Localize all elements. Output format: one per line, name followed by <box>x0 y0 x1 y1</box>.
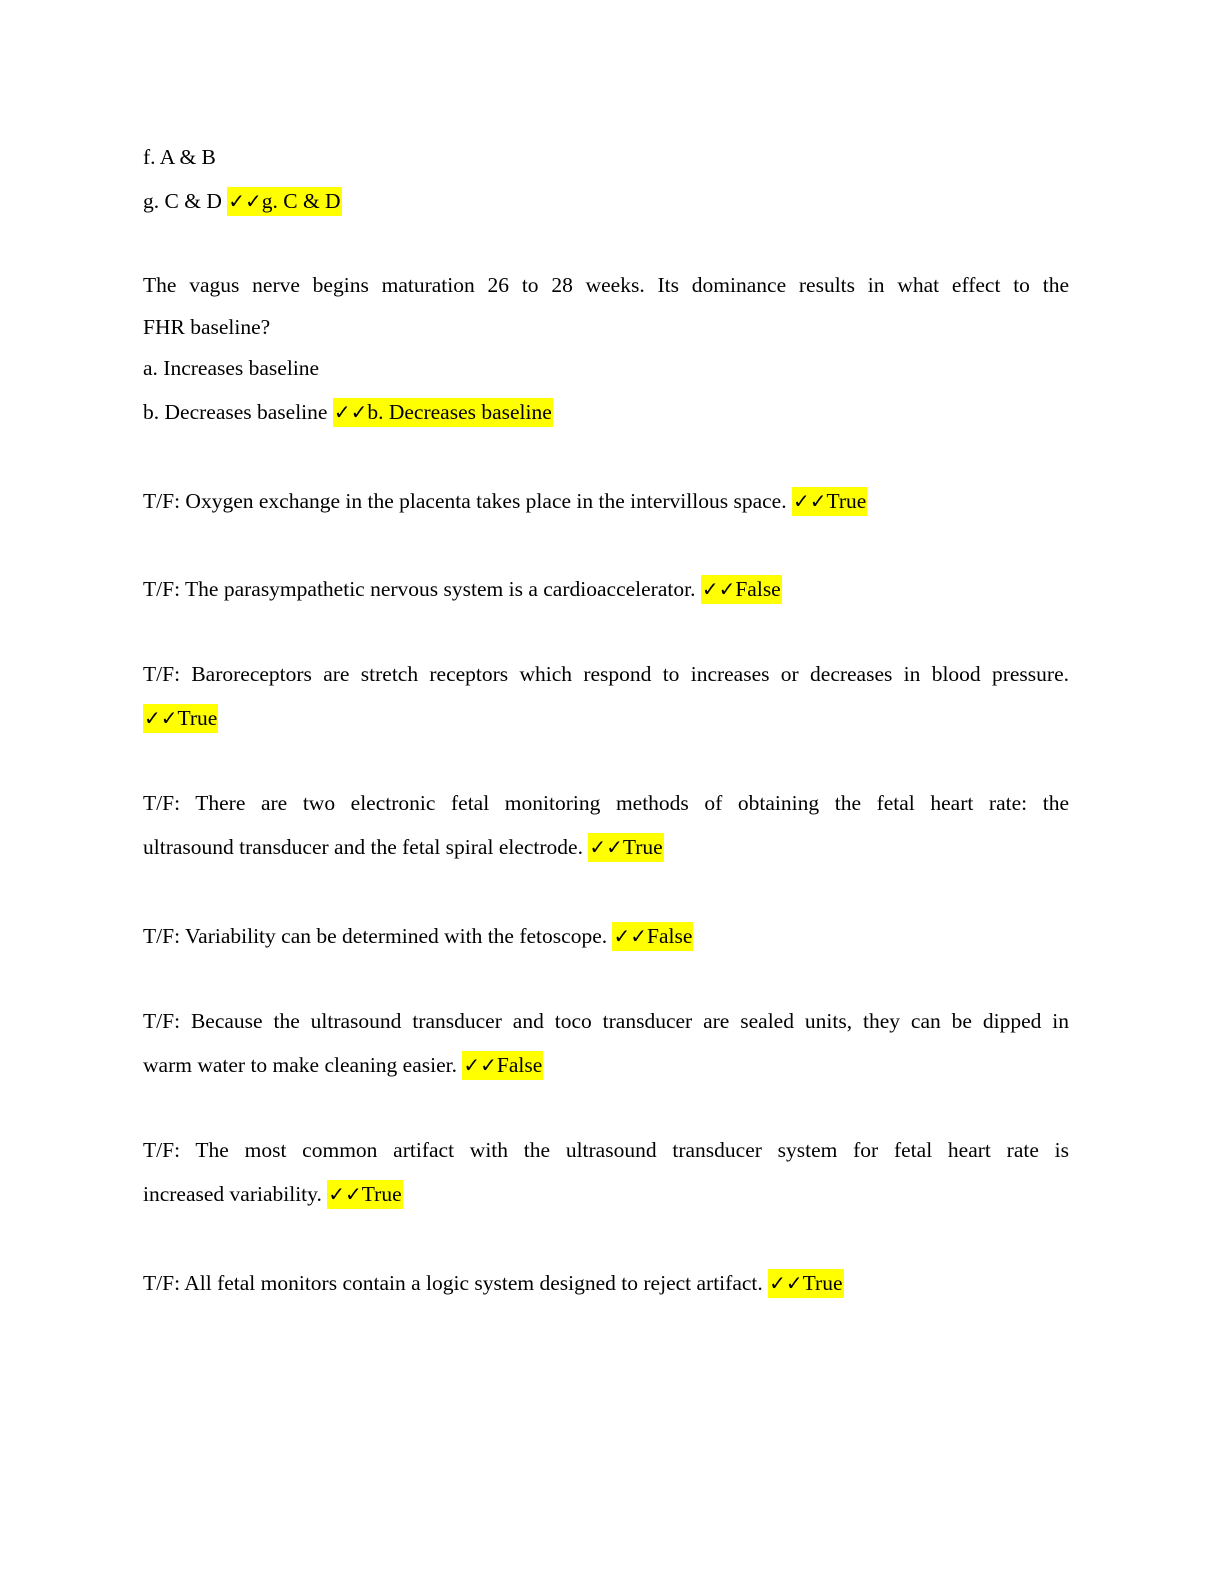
tf-question-logic-system <box>143 1266 1069 1300</box>
answer-text: b. Decreases baseline <box>367 400 552 424</box>
question-text: increased variability. <box>143 1182 322 1206</box>
check-mark-icon: ✓✓ <box>769 1271 803 1295</box>
answer-text: True <box>802 1271 843 1295</box>
option-a: a. Increases baseline <box>143 356 320 380</box>
answer-highlight <box>768 1269 843 1298</box>
question-text: T/F: All fetal monitors contain a logic system designed to reject artifact. <box>143 1271 763 1295</box>
answer-highlight <box>612 922 693 951</box>
answer-highlight <box>462 1051 543 1080</box>
tf-question-cleaning-line-2 <box>143 1048 1069 1082</box>
question-text: T/F: Oxygen exchange in the placenta takes place in the intervillous space. <box>143 489 787 513</box>
answer-text: True <box>177 706 218 730</box>
answer-highlight <box>143 704 218 733</box>
option-f-text: f. A & B <box>143 145 216 169</box>
check-mark-icon: ✓✓ <box>701 577 736 601</box>
tf-question-parasympathetic <box>143 572 1069 606</box>
answer-highlight <box>227 187 341 216</box>
check-mark-icon: ✓✓ <box>328 1182 362 1206</box>
tf-question-artifact-line-1: T/F: The most common artifact with the ultrasound transducer system for fetal heart rate is <box>143 1138 1069 1162</box>
answer-highlight <box>333 398 553 427</box>
answer-text: False <box>735 577 781 601</box>
tf-question-artifact-line-2 <box>143 1177 1069 1211</box>
check-mark-icon: ✓✓ <box>792 489 827 513</box>
check-mark-icon: ✓✓ <box>463 1053 497 1077</box>
answer-text: g. C & D <box>261 189 341 213</box>
tf-question-baroreceptors-answer <box>143 701 1069 735</box>
answer-highlight <box>588 833 663 862</box>
check-mark-icon: ✓✓ <box>613 924 647 948</box>
question-text: T/F: The parasympathetic nervous system is a cardioaccelerator. <box>143 577 696 601</box>
answer-highlight <box>701 575 782 604</box>
tf-question-monitoring-methods-line-2 <box>143 830 1069 864</box>
answer-highlight <box>792 487 867 516</box>
option-g-text: g. C & D <box>143 189 222 213</box>
option-b-text: b. Decreases baseline <box>143 400 328 424</box>
answer-text: False <box>496 1053 543 1077</box>
check-mark-icon: ✓✓ <box>144 706 178 730</box>
option-f <box>143 140 1069 174</box>
check-mark-icon: ✓✓ <box>228 189 262 213</box>
question-text: warm water to make cleaning easier. <box>143 1053 457 1077</box>
check-mark-icon: ✓✓ <box>589 835 623 859</box>
tf-question-baroreceptors: T/F: Baroreceptors are stretch receptors which respond to increases or decreases in blood pressure. <box>143 662 1069 686</box>
option-b <box>143 395 1069 429</box>
option-g <box>143 184 1069 218</box>
answer-text: False <box>647 924 693 948</box>
answer-text: True <box>361 1182 402 1206</box>
tf-question-monitoring-methods-line-1: T/F: There are two electronic fetal monitoring methods of obtaining the fetal heart rate: the <box>143 791 1069 815</box>
answer-text: True <box>826 489 867 513</box>
tf-question-oxygen <box>143 484 1069 518</box>
tf-question-variability <box>143 919 1069 953</box>
tf-question-cleaning-line-1: T/F: Because the ultrasound transducer and toco transducer are sealed units, they can be dipped in <box>143 1009 1069 1033</box>
answer-highlight <box>327 1180 402 1209</box>
question-vagus-line-2: FHR baseline? <box>143 315 271 339</box>
question-text: ultrasound transducer and the fetal spiral electrode. <box>143 835 583 859</box>
question-text: T/F: Variability can be determined with the fetoscope. <box>143 924 608 948</box>
answer-text: True <box>622 835 663 859</box>
check-mark-icon: ✓✓ <box>333 400 368 424</box>
question-vagus-line-1: The vagus nerve begins maturation 26 to 28 weeks. Its dominance results in what effect to the <box>143 273 1069 297</box>
